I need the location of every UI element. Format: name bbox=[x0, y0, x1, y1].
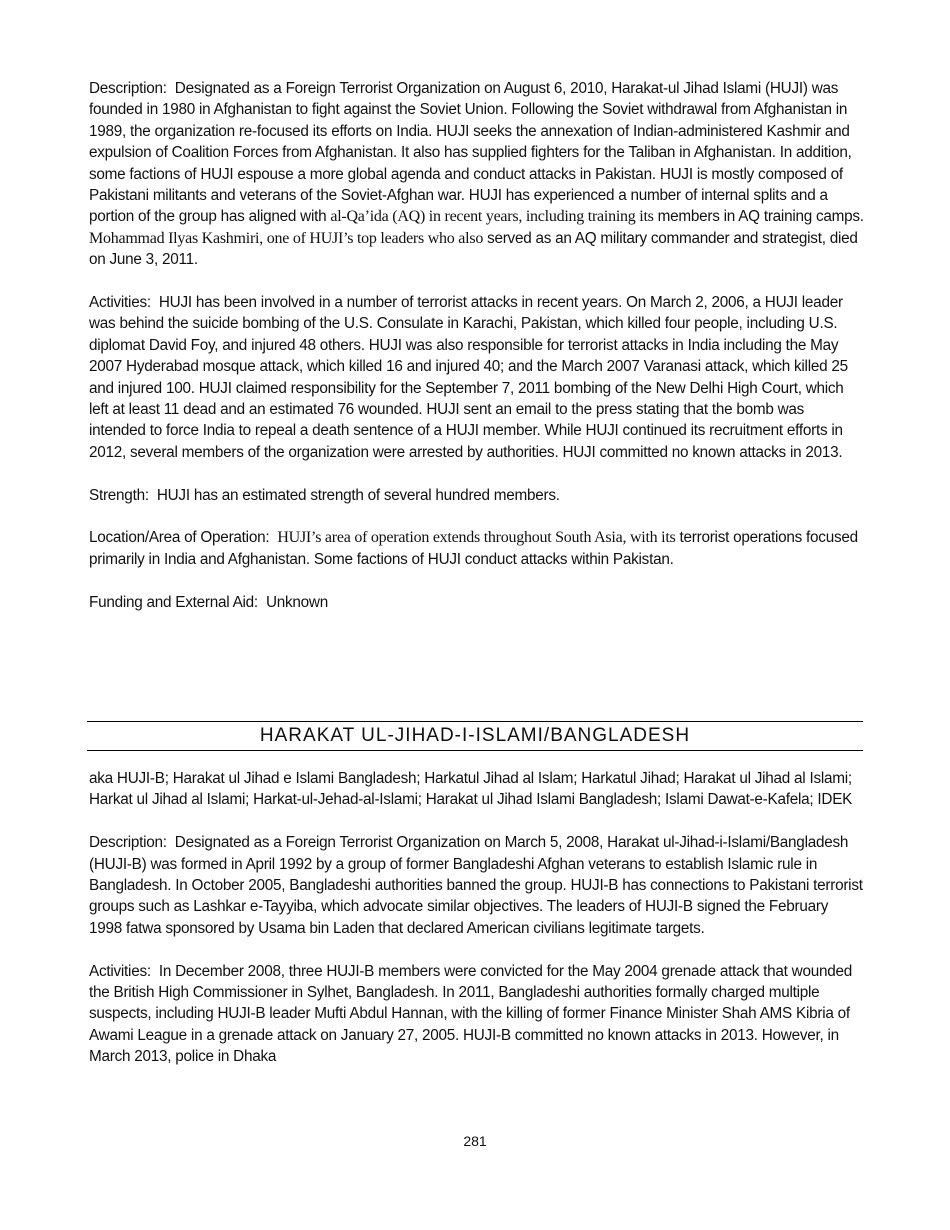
activities-text: HUJI has been involved in a number of terrorist attacks in recent years. On March 2, 2006, a HUJI leader was behind the suicide bombing of the U.S. Consulate in Karachi, Pakistan, which killed four people, including U.S. diplomat David Foy, and injured 48 others. HUJI was also responsible for terrorist attacks in India including the May 2007 Hyderabad mosque attack, which killed 16 and injured 40; and the March 2007 Varanasi attack, which killed 25 and injured 100. HUJI claimed responsibility for the September 7, 2011 bombing of the New Delhi High Court, which left at least 11 dead and an estimated 76 wounded. HUJI sent an email to the press stating that the bomb was intended to force India to repeal a death sentence of a HUJI member. While HUJI continued its recruitment efforts in 2012, several members of the organization were arrested by authorities. HUJI committed no known attacks in 2013. bbox=[89, 294, 848, 461]
description-label: Description: bbox=[89, 80, 167, 97]
hujib-description-text: Designated as a Foreign Terrorist Organization on March 5, 2008, Harakat ul-Jihad-i-Islami/Bangladesh (HUJI-B) was formed in April 1992 by a group of former Bangladeshi Afghan veterans to establish Islamic rule in Bangladesh. In October 2005, Bangladeshi authorities banned the group. HUJI-B has connections to Pakistani terrorist groups such as Lashkar e-Tayyiba, which advocate similar objectives. The leaders of HUJI-B signed the February 1998 fatwa sponsored by Usama bin Laden that declared American civilians legitimate targets. bbox=[89, 834, 863, 937]
section-bottom-rule bbox=[87, 750, 863, 751]
location-label: Location/Area of Operation: bbox=[89, 529, 270, 547]
activities-label: Activities: bbox=[89, 294, 151, 312]
huji-funding-paragraph bbox=[89, 592, 864, 613]
hujib-activities-paragraph bbox=[89, 961, 864, 1068]
hujib-aka-paragraph: aka HUJI-B; Harakat ul Jihad e Islami Bangladesh; Harkatul Jihad al Islam; Harkatul Jihad; Harakat ul Jihad al Islami; Harkat ul Jihad al Islami; Harkat-ul-Jehad-al-Islami; Harakat ul Jihad Islami Bangladesh; Islami Dawat-e-Kafela; IDEK bbox=[89, 770, 853, 809]
hujib-description-paragraph bbox=[89, 832, 864, 939]
huji-strength-paragraph bbox=[89, 485, 864, 506]
hujib-description-label: Description: bbox=[89, 834, 167, 852]
description-text-serif: al-Qa’ida (AQ) in recent years, including training its bbox=[330, 208, 654, 226]
huji-description-paragraph bbox=[89, 78, 864, 271]
hujib-activities-label: Activities: bbox=[89, 962, 151, 980]
description-text-cont: members in AQ training camps. bbox=[657, 208, 864, 226]
description-text-serif-2: Mohammad Ilyas Kashmiri, one of HUJI’s top leaders who also bbox=[89, 229, 484, 247]
location-text-serif: HUJI’s area of operation extends throughout South Asia, with its bbox=[277, 529, 676, 547]
funding-label: Funding and External Aid: bbox=[89, 593, 258, 611]
hujib-section-body bbox=[89, 768, 864, 1089]
funding-text: Unknown bbox=[265, 593, 328, 611]
hujib-activities-text: In December 2008, three HUJI-B members were convicted for the May 2004 grenade attack that wounded the British High Commissioner in Sylhet, Bangladesh. In 2011, Bangladeshi authorities formally charged multiple suspects, including HUJI-B leader Mufti Abdul Hannan, with the killing of former Finance Minister Shah AMS Kibria of Awami League in a grenade attack on January 27, 2005. HUJI-B committed no known attacks in 2013. However, in March 2013, police in Dhaka bbox=[89, 962, 852, 1066]
description-text: Designated as a Foreign Terrorist Organization on August 6, 2010, Harakat-ul Jihad Islami (HUJI) was founded in 1980 in Afghanistan to fight against the Soviet Union. Following the Soviet withdrawal from Afghanistan in 1989, the organization re-focused its efforts on India. HUJI seeks the annexation of Indian-administered Kashmir and expulsion of Coalition Forces from Afghanistan. It also has supplied fighters for the Taliban in Afghanistan. In addition, some factions of HUJI espouse a more global agenda and conduct attacks in Pakistan. HUJI is mostly composed of Pakistani militants and veterans of the Soviet-Afghan war. HUJI has experienced a number of internal splits and a portion of the group has aligned with bbox=[89, 80, 852, 226]
page-number: 281 bbox=[463, 1133, 487, 1149]
huji-activities-paragraph bbox=[89, 292, 864, 463]
description-text-end: served as an AQ military commander and strategist, died on June 3, 2011. bbox=[89, 229, 858, 269]
huji-section-body bbox=[89, 78, 864, 634]
section-title: HARAKAT UL-JIHAD-I-ISLAMI/BANGLADESH bbox=[259, 725, 691, 746]
strength-text: HUJI has an estimated strength of several hundred members. bbox=[156, 486, 560, 504]
strength-label: Strength: bbox=[89, 486, 149, 504]
location-text: terrorist operations focused primarily in India and Afghanistan. Some factions of HUJI conduct attacks within Pakistan. bbox=[89, 529, 858, 568]
huji-location-paragraph bbox=[89, 527, 864, 570]
